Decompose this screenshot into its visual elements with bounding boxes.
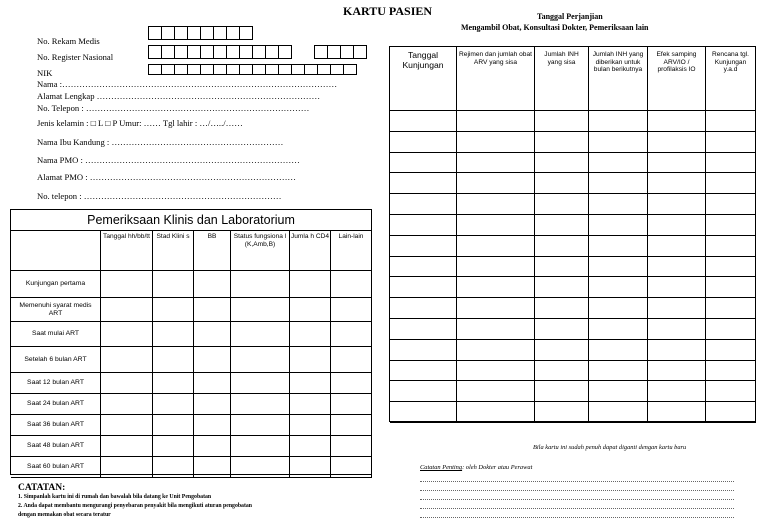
visit-cell[interactable] [390,298,457,319]
visit-cell[interactable] [535,298,589,319]
alamat-field[interactable]: Alamat Lengkap …………………………………………………………………… [37,91,321,101]
visit-cell[interactable] [535,153,589,174]
lab-cell[interactable] [194,322,231,347]
lab-cell[interactable] [331,415,372,436]
visit-cell[interactable] [535,277,589,298]
lab-cell[interactable] [153,347,194,373]
lab-row-label: Saat 24 bulan ART [11,394,101,415]
visit-cell[interactable] [648,111,706,132]
visit-cell[interactable] [390,277,457,298]
visit-column-header: Jumlah INH yang diberikan untuk bulan berikutnya [589,47,648,111]
visit-cell[interactable] [535,215,589,236]
lab-table [10,209,372,475]
lab-column-header: Jumla h CD4 [290,231,331,271]
lab-cell[interactable] [194,347,231,373]
visit-cell[interactable] [390,319,457,340]
visit-cell[interactable] [648,173,706,194]
lab-cell[interactable] [231,298,290,322]
visit-cell[interactable] [648,194,706,215]
rekam-medis-boxes[interactable] [148,26,252,40]
lab-cell[interactable] [331,347,372,373]
lab-cell[interactable] [153,373,194,394]
visit-column-header: Rejimen dan jumlah obat ARV yang sisa [457,47,535,111]
visit-cell[interactable] [457,173,535,194]
nama-field[interactable]: Nama :…………………………………………………………………………………… [37,79,338,89]
card-title: KARTU PASIEN [343,4,433,18]
lab-cell[interactable] [194,457,231,478]
visit-cell[interactable] [706,402,756,423]
lab-cell[interactable] [101,436,153,457]
lab-cell[interactable] [331,373,372,394]
visit-cell[interactable] [457,111,535,132]
lab-row-label: Saat 60 bulan ART [11,457,101,478]
visit-cell[interactable] [535,340,589,361]
visit-cell[interactable] [457,361,535,382]
alamat-pmo-field[interactable]: Alamat PMO : ……………………………………………………………… [37,172,297,182]
lab-cell[interactable] [231,394,290,415]
visit-cell[interactable] [706,153,756,174]
visit-cell[interactable] [457,257,535,278]
lab-cell[interactable] [153,271,194,298]
visit-cell[interactable] [589,402,648,423]
visit-cell[interactable] [589,173,648,194]
lab-cell[interactable] [290,415,331,436]
visit-cell[interactable] [535,361,589,382]
visit-cell[interactable] [589,340,648,361]
visit-cell[interactable] [390,402,457,423]
visit-cell[interactable] [706,340,756,361]
telepon-field[interactable]: No. Telepon : …………………………………………………………………… [37,103,310,113]
lab-row-label: Kunjungan pertama [11,271,101,298]
lab-cell[interactable] [290,347,331,373]
lab-cell[interactable] [101,373,153,394]
visit-cell[interactable] [457,132,535,153]
visit-cell[interactable] [648,277,706,298]
visit-cell[interactable] [535,173,589,194]
visit-column-header: Rencana tgl. Kunjungan y.a.d [706,47,756,111]
lab-header-blank [11,231,101,271]
visit-cell[interactable] [589,319,648,340]
visit-cell[interactable] [390,361,457,382]
visit-cell[interactable] [589,194,648,215]
lab-cell[interactable] [290,457,331,478]
visit-cell[interactable] [390,153,457,174]
visit-cell[interactable] [390,381,457,402]
lab-cell[interactable] [194,394,231,415]
note-line[interactable] [420,499,734,500]
catatan-item: 1. Simpanlah kartu ini di rumah dan bawalah bila datang ke Unit Pengobatan [18,494,212,500]
lab-cell[interactable] [290,436,331,457]
lab-cell[interactable] [153,322,194,347]
note-line[interactable] [420,508,734,509]
lab-cell[interactable] [290,271,331,298]
visit-cell[interactable] [648,153,706,174]
nik-label: NIK [37,68,53,78]
visit-cell[interactable] [457,381,535,402]
visit-column-header: Tanggal Kunjungan [390,47,457,111]
visit-cell[interactable] [706,173,756,194]
visit-cell[interactable] [589,257,648,278]
lab-cell[interactable] [101,394,153,415]
catatan-item: dengan memakan obat secara teratur [18,512,111,518]
lab-row-label: Saat 48 bulan ART [11,436,101,457]
visit-cell[interactable] [457,153,535,174]
catatan-item: 2. Anda dapat membantu mengurangi penyebaran penyakit bila mengikuti aturan pengobatan [18,503,253,509]
lab-column-header: Lain-lain [331,231,372,271]
visit-cell[interactable] [457,340,535,361]
visit-cell[interactable] [535,381,589,402]
visit-cell[interactable] [589,236,648,257]
lab-cell[interactable] [331,457,372,478]
lab-cell[interactable] [101,298,153,322]
lab-cell[interactable] [194,436,231,457]
visit-cell[interactable] [706,257,756,278]
register-nasional-label: No. Register Nasional [37,52,114,62]
lab-cell[interactable] [153,457,194,478]
visit-column-header: Jumlah INH yang sisa [535,47,589,111]
lab-row-label: Saat 12 bulan ART [11,373,101,394]
visit-cell[interactable] [535,257,589,278]
visit-table [389,46,756,422]
lab-cell[interactable] [231,457,290,478]
visit-cell[interactable] [589,381,648,402]
visit-cell[interactable] [648,319,706,340]
visit-cell[interactable] [706,298,756,319]
visit-cell[interactable] [390,173,457,194]
lab-row-label: Saat mulai ART [11,322,101,347]
visit-cell[interactable] [589,298,648,319]
visit-cell[interactable] [648,215,706,236]
lab-cell[interactable] [101,347,153,373]
catatan-penting-label: Catatan Penting [420,464,463,471]
lab-column-header: Stad Klini s [153,231,194,271]
visit-cell[interactable] [589,215,648,236]
visit-cell[interactable] [648,298,706,319]
lab-cell[interactable] [290,322,331,347]
lab-column-header: Status fungsiona l (K,Amb,B) [231,231,290,271]
visit-cell[interactable] [589,132,648,153]
visit-cell[interactable] [648,132,706,153]
lab-cell[interactable] [153,394,194,415]
visit-cell[interactable] [706,132,756,153]
note-line[interactable] [420,517,734,518]
visit-cell[interactable] [390,194,457,215]
lab-cell[interactable] [153,298,194,322]
lab-row-label: Setelah 6 bulan ART [11,347,101,373]
visit-column-header: Efek samping ARV/IO / profilaksis IO [648,47,706,111]
visit-cell[interactable] [589,361,648,382]
nama-pmo-field[interactable]: Nama PMO : ………………………………………………………………… [37,155,300,165]
visit-cell[interactable] [648,381,706,402]
replace-card-note: Bila kartu ini sudah penuh dapat diganti dengan kartu baru [533,444,687,451]
lab-cell[interactable] [194,415,231,436]
lab-row-label: Saat 36 bulan ART [11,415,101,436]
lab-cell[interactable] [290,298,331,322]
lab-cell[interactable] [231,415,290,436]
lab-column-header: Tanggal hh/bb/tt [101,231,153,271]
visit-cell[interactable] [535,236,589,257]
visit-cell[interactable] [535,319,589,340]
visit-cell[interactable] [648,236,706,257]
visit-cell[interactable] [706,361,756,382]
lab-cell[interactable] [101,322,153,347]
visit-cell[interactable] [589,277,648,298]
lab-cell[interactable] [231,347,290,373]
lab-table-title: Pemeriksaan Klinis dan Laboratorium [11,210,371,231]
visit-cell[interactable] [706,381,756,402]
register-nasional-suffix-boxes[interactable] [314,45,366,59]
lab-cell[interactable] [194,373,231,394]
lab-row-label: Memenuhi syarat medis ART [11,298,101,322]
lab-cell[interactable] [231,373,290,394]
visit-cell[interactable] [648,361,706,382]
visit-cell[interactable] [390,132,457,153]
jenis-kelamin-field[interactable]: Jenis kelamin : □ L □ P Umur: …… Tgl lahir : …/…../…… [37,118,243,128]
lab-cell[interactable] [153,415,194,436]
nama-ibu-field[interactable]: Nama Ibu Kandung : …………………………………………………… [37,137,284,147]
lab-cell[interactable] [194,271,231,298]
visit-cell[interactable] [706,215,756,236]
nik-boxes[interactable] [148,64,356,75]
lab-cell[interactable] [101,415,153,436]
visit-cell[interactable] [457,319,535,340]
lab-cell[interactable] [331,271,372,298]
visit-cell[interactable] [457,298,535,319]
visit-cell[interactable] [589,153,648,174]
lab-cell[interactable] [331,394,372,415]
lab-cell[interactable] [331,298,372,322]
lab-cell[interactable] [231,322,290,347]
visit-cell[interactable] [706,111,756,132]
lab-cell[interactable] [231,436,290,457]
visit-cell[interactable] [390,340,457,361]
visit-cell[interactable] [706,319,756,340]
lab-column-header: BB [194,231,231,271]
visit-cell[interactable] [457,194,535,215]
lab-cell[interactable] [290,394,331,415]
visit-cell[interactable] [390,236,457,257]
visit-cell[interactable] [648,402,706,423]
lab-cell[interactable] [331,322,372,347]
visit-cell[interactable] [457,215,535,236]
visit-cell[interactable] [648,340,706,361]
catatan-penting [420,464,532,471]
visit-cell[interactable] [535,402,589,423]
visit-cell[interactable] [706,194,756,215]
rekam-medis-label: No. Rekam Medis [37,36,100,46]
note-line[interactable] [420,481,734,482]
note-line[interactable] [420,490,734,491]
visit-cell[interactable] [457,236,535,257]
lab-cell[interactable] [101,271,153,298]
visit-cell[interactable] [648,257,706,278]
visit-cell[interactable] [706,236,756,257]
appointment-title: Tanggal Perjanjian [537,12,603,21]
appointment-subtitle: Mengambil Obat, Konsultasi Dokter, Pemeriksaan lain [461,23,649,32]
lab-cell[interactable] [231,271,290,298]
visit-cell[interactable] [535,194,589,215]
visit-cell[interactable] [390,111,457,132]
catatan-title: CATATAN: [18,483,66,493]
lab-cell[interactable] [153,436,194,457]
visit-cell[interactable] [535,132,589,153]
telepon-pmo-field[interactable]: No. telepon : …………………………………………………………… [37,191,282,201]
lab-cell[interactable] [101,457,153,478]
lab-cell[interactable] [290,373,331,394]
visit-cell[interactable] [390,215,457,236]
visit-cell[interactable] [457,277,535,298]
lab-cell[interactable] [331,436,372,457]
visit-cell[interactable] [390,257,457,278]
visit-cell[interactable] [589,111,648,132]
visit-cell[interactable] [706,277,756,298]
catatan-penting-suffix: : oleh Dokter atau Perawat [462,464,533,471]
register-nasional-boxes[interactable] [148,45,291,59]
lab-cell[interactable] [194,298,231,322]
visit-cell[interactable] [457,402,535,423]
visit-cell[interactable] [535,111,589,132]
